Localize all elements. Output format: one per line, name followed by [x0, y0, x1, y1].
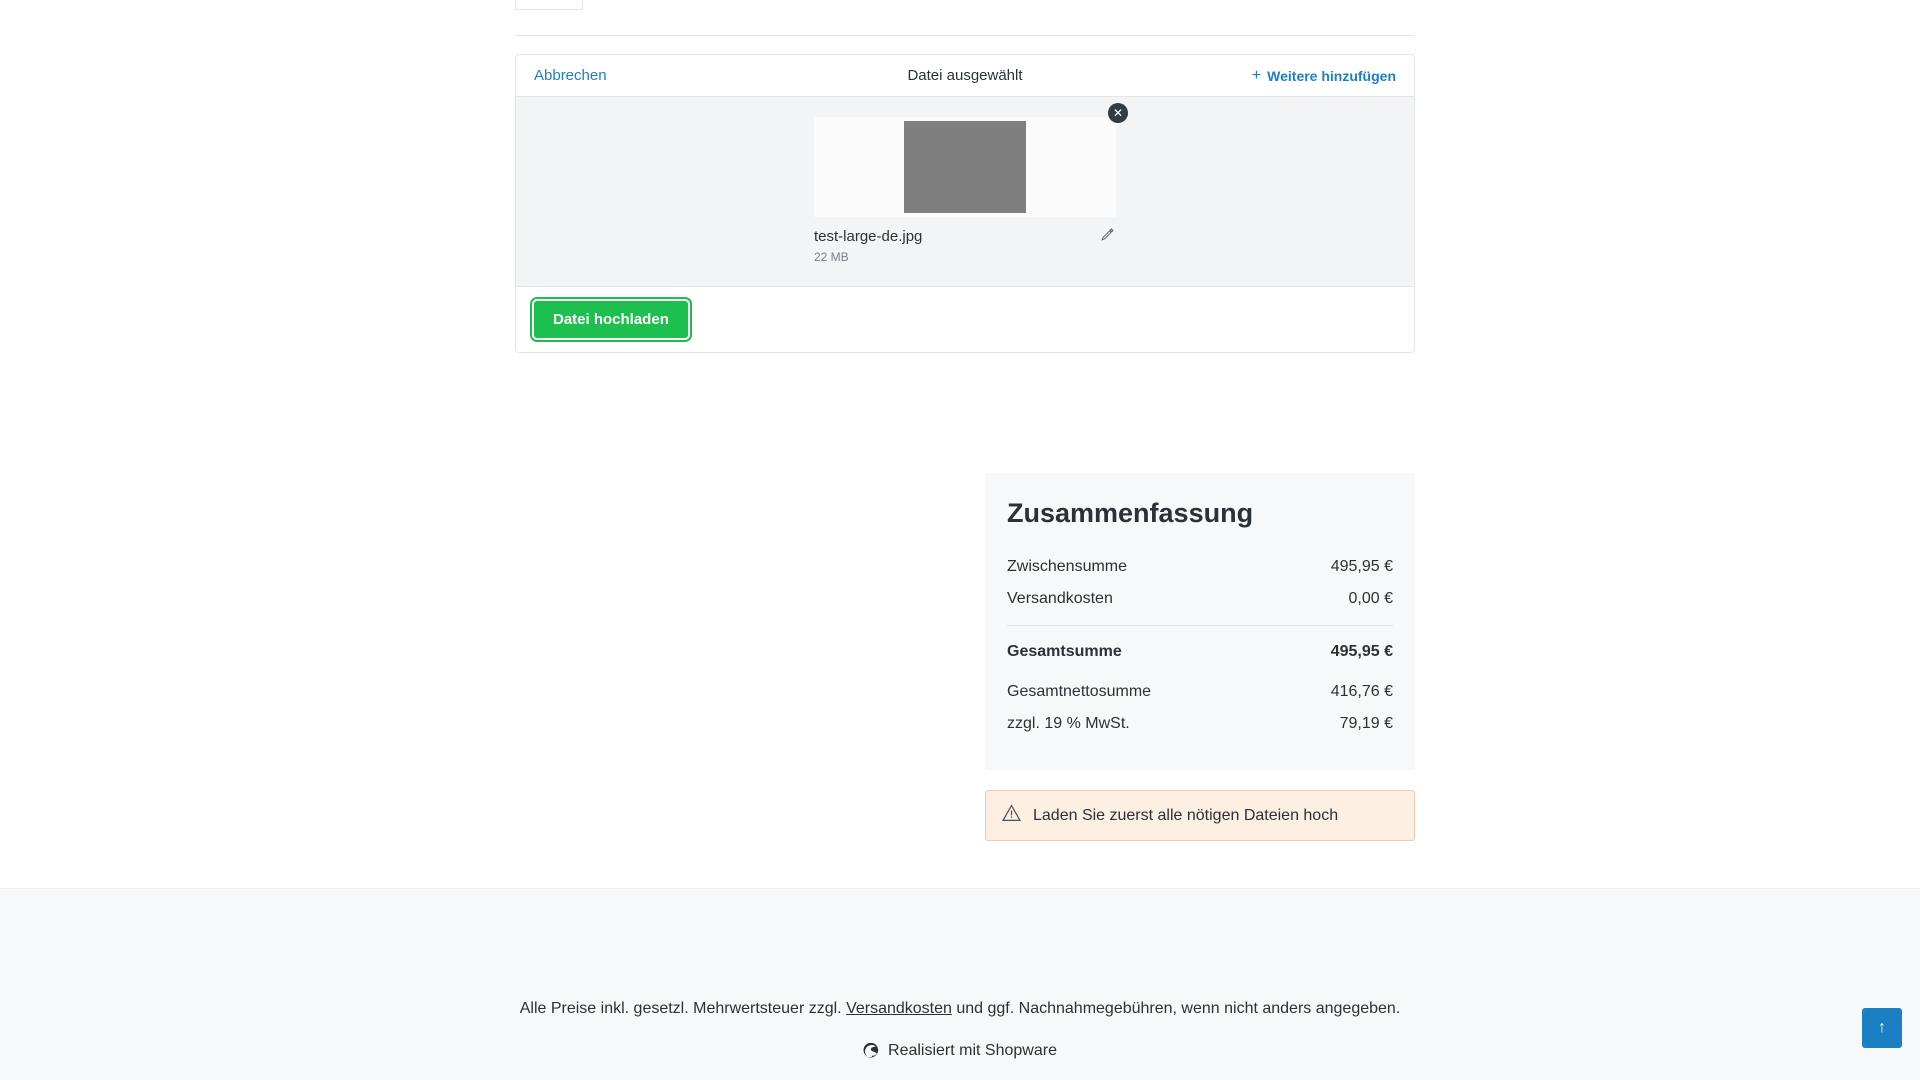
cancel-upload-link[interactable]: Abbrechen	[534, 67, 607, 84]
summary-title: Zusammenfassung	[1007, 498, 1254, 528]
summary-row-label: zzgl. 19 % MwSt.	[1007, 715, 1130, 732]
shipping-costs-link[interactable]: Versandkosten	[846, 1000, 952, 1017]
file-uploader-body	[516, 97, 1414, 286]
summary-row-label: Gesamtnettosumme	[1007, 683, 1152, 700]
summary-row-value: 495,95 €	[1330, 558, 1393, 575]
file-name: test-large-de.jpg	[814, 228, 923, 245]
close-circle-icon[interactable]: ✕	[1108, 103, 1128, 123]
footer-note-after: und ggf. Nachnahmegebühren, wenn nicht anders angegeben.	[951, 1000, 1401, 1017]
footer-brand-text: Realisiert mit Shopware	[888, 1042, 1057, 1059]
cart-line-item	[515, 0, 1415, 36]
spacer	[1007, 668, 1393, 676]
product-details	[605, 0, 854, 4]
scroll-to-top-button[interactable]	[1862, 1008, 1902, 1048]
upload-status-title: Datei ausgewählt	[907, 67, 1023, 84]
product-delivery-period	[605, 0, 854, 4]
order-summary	[985, 473, 1415, 770]
footer-note-before: Alle Preise inkl. gesetzl. Mehrwertsteuer zzgl.	[519, 1000, 847, 1017]
product-thumbnail	[515, 0, 583, 10]
summary-row-label: Gesamtsumme	[1007, 643, 1122, 660]
summary-row-value: 79,19 €	[1339, 715, 1393, 732]
file-preview-image	[904, 121, 1026, 213]
summary-row	[1007, 583, 1393, 615]
plus-icon: +	[1251, 66, 1262, 84]
summary-row-value: 0,00 €	[1348, 590, 1393, 607]
footer-price-note	[0, 889, 1920, 1018]
file-preview	[814, 117, 1116, 217]
summary-row	[1007, 708, 1393, 740]
footer-brand	[0, 1042, 1920, 1060]
summary-row-value: 495,95 €	[1330, 643, 1393, 660]
file-uploader	[515, 54, 1415, 353]
upload-file-button[interactable]: Datei hochladen	[534, 301, 688, 338]
cart-line-item-area	[515, 0, 1415, 353]
pencil-icon[interactable]	[1100, 227, 1116, 243]
summary-row-label: Zwischensumme	[1007, 558, 1128, 575]
summary-row-label: Versandkosten	[1007, 590, 1113, 607]
add-more-files-label: Weitere hinzufügen	[1267, 67, 1396, 84]
arrow-up-icon: ↑	[1878, 1019, 1886, 1036]
summary-total-row	[1007, 636, 1393, 668]
footer	[0, 888, 1920, 1080]
file-card	[814, 106, 1124, 264]
upload-required-alert-text: Laden Sie zuerst alle nötigen Dateien hoch	[1033, 806, 1339, 824]
add-more-files-button[interactable]	[1252, 68, 1396, 84]
warning-triangle-icon	[1002, 804, 1021, 827]
summary-area	[985, 473, 1415, 841]
summary-row	[1007, 676, 1393, 708]
shopware-logo-icon	[863, 1043, 880, 1060]
file-meta	[814, 217, 1116, 264]
summary-row	[1007, 551, 1393, 583]
file-uploader-footer	[516, 286, 1414, 352]
summary-row-value: 416,76 €	[1330, 683, 1393, 700]
upload-required-alert	[985, 790, 1415, 841]
file-size: 22 MB	[814, 250, 849, 264]
summary-divider	[1007, 625, 1393, 626]
file-uploader-header	[516, 55, 1414, 97]
